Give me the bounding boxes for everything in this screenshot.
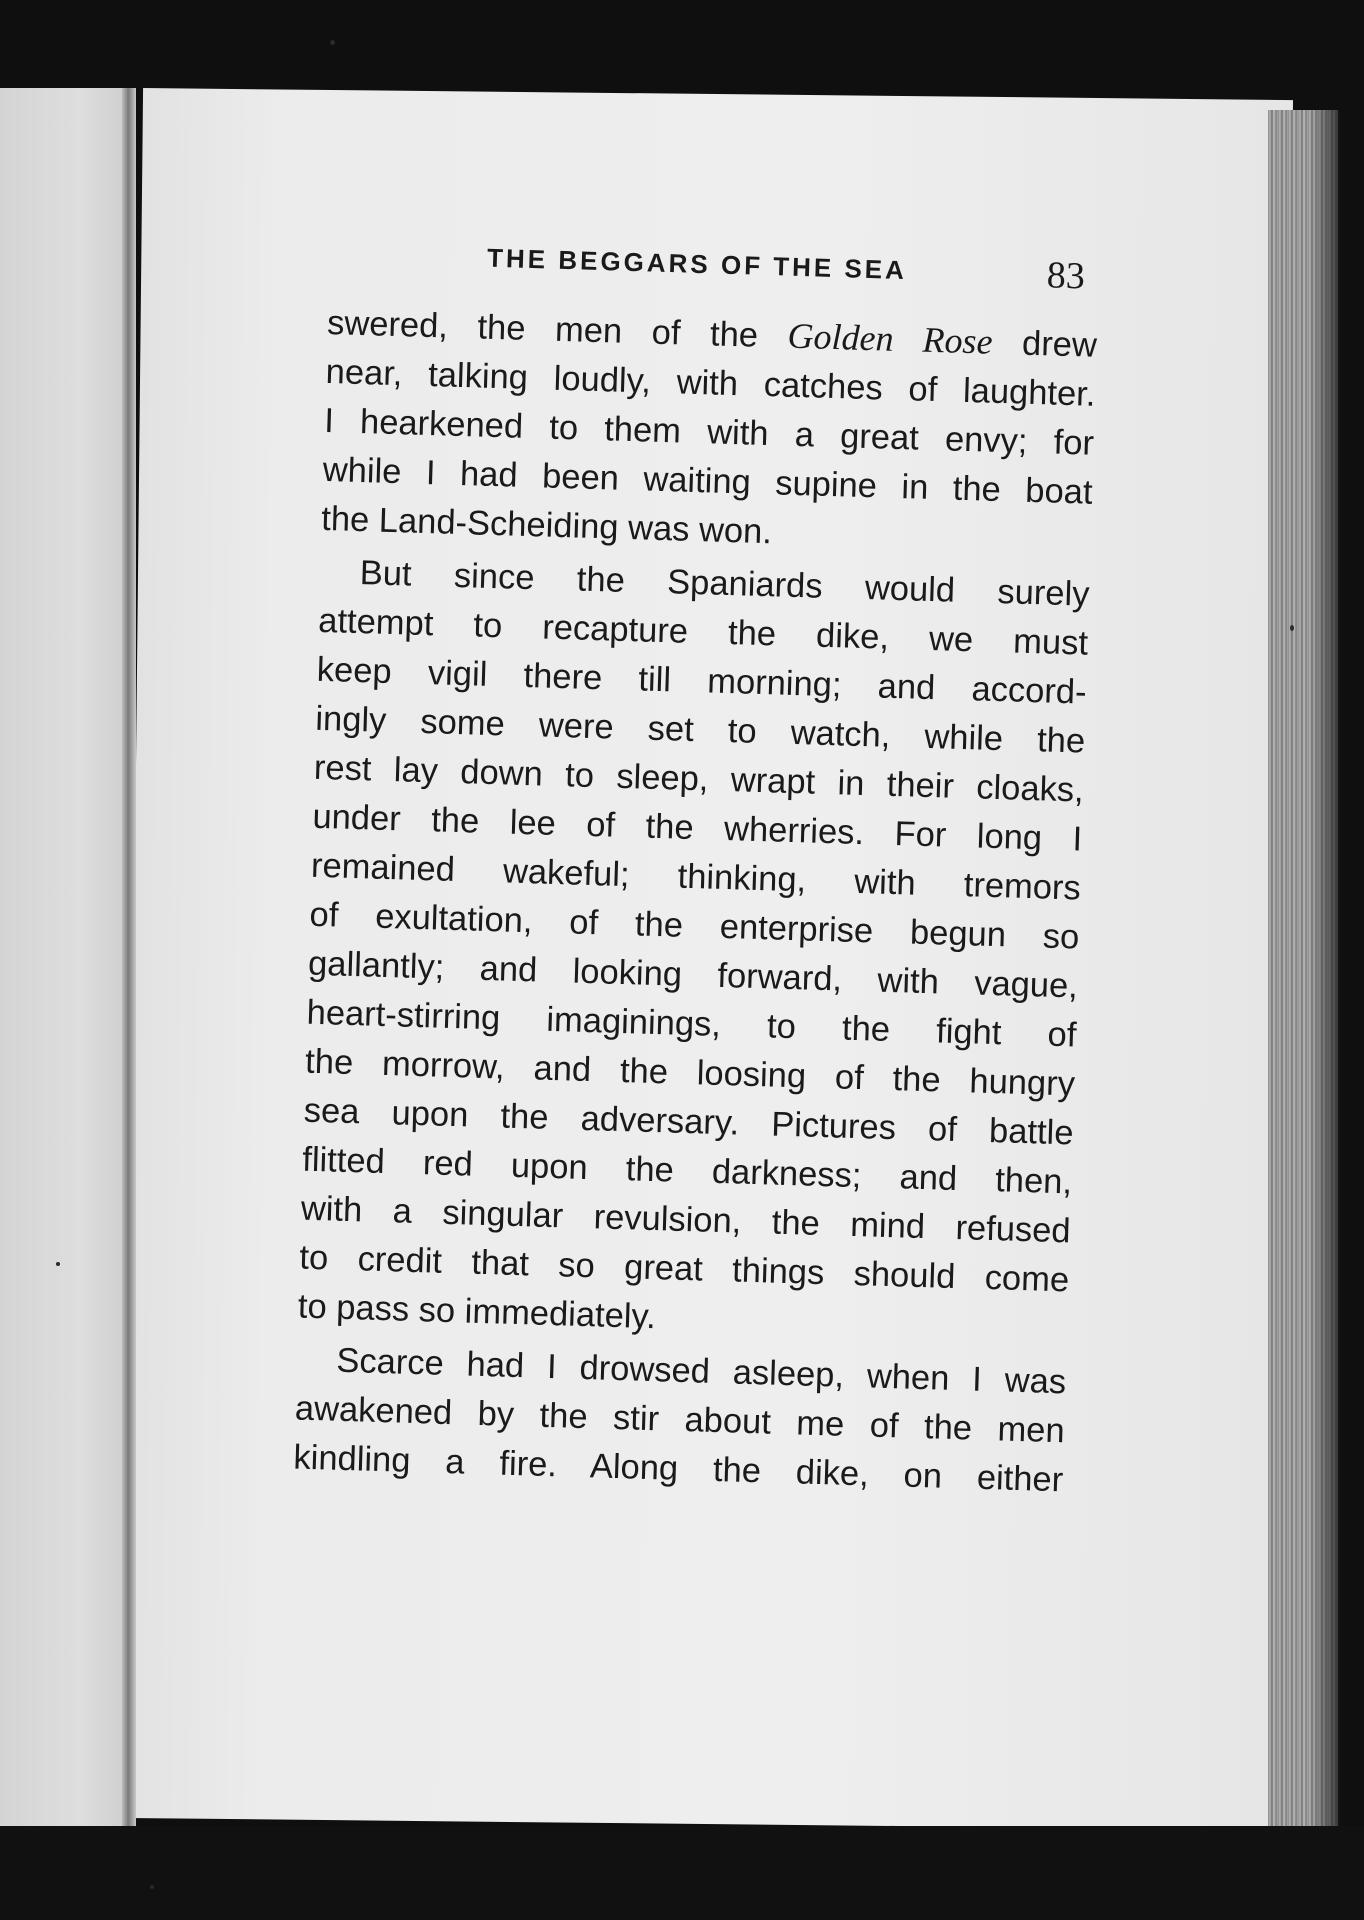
italic-ship-name: Golden Rose — [787, 315, 994, 362]
text-line: Scarce had I drowsed asleep, when I was — [335, 1341, 1067, 1402]
text-line: flitted red upon the darkness; and then, — [301, 1140, 1073, 1202]
text-line: I hearkened to them with a great envy; for — [323, 401, 1095, 463]
text-line: awakened by the stir about me of the men — [294, 1389, 1066, 1451]
text-line: to pass so immediately. — [297, 1287, 657, 1337]
text-line: with a singular revulsion, the mind refused — [300, 1189, 1072, 1251]
page-edges-shadow — [1310, 110, 1340, 1830]
text-line: kindling a fire. Along the dike, on either — [292, 1438, 1064, 1500]
text-line: to credit that so great things should come — [298, 1238, 1070, 1300]
text-line: But since the Spaniards would surely — [359, 554, 1091, 614]
text-line: the morrow, and the loosing of the hungry — [304, 1042, 1076, 1104]
facing-page-edge — [0, 88, 135, 1833]
text-line: rest lay down to sleep, wrapt in their cloaks, — [313, 748, 1085, 810]
text-line: while I had been waiting supine in the boat — [322, 450, 1094, 512]
page-number: 83 — [1046, 254, 1086, 298]
text-line: attempt to recapture the dike, we must — [317, 601, 1089, 663]
text-line: under the lee of the wherries. For long I — [311, 797, 1083, 859]
body-text — [293, 298, 1098, 1505]
text-line: sea upon the adversary. Pictures of battle — [303, 1091, 1075, 1153]
text-line: ingly some were set to watch, while the — [314, 699, 1086, 761]
text-line: remained wakeful; thinking, with tremors — [310, 846, 1082, 908]
bottom-shadow — [0, 1826, 1364, 1920]
text-line: swered, the men of the Golden Rose drew — [326, 303, 1098, 365]
text-line: the Land-Scheiding was won. — [320, 499, 773, 552]
text-line: near, talking loudly, with catches of laughter. — [325, 352, 1096, 414]
book-gutter — [122, 88, 136, 1833]
paragraph-2 — [297, 548, 1090, 1354]
text-line: keep vigil there till morning; and accord- — [316, 650, 1088, 712]
running-title: THE BEGGARS OF THE SEA — [486, 242, 908, 286]
text-line: gallantly; and looking forward, with vague, — [307, 944, 1079, 1006]
paragraph-3 — [293, 1336, 1067, 1506]
page-text — [293, 228, 1100, 1509]
paragraph-1 — [321, 298, 1098, 567]
text-line: heart-stirring imaginings, to the fight of — [306, 993, 1077, 1055]
text-line: of exultation, of the enterprise begun so — [309, 895, 1080, 957]
